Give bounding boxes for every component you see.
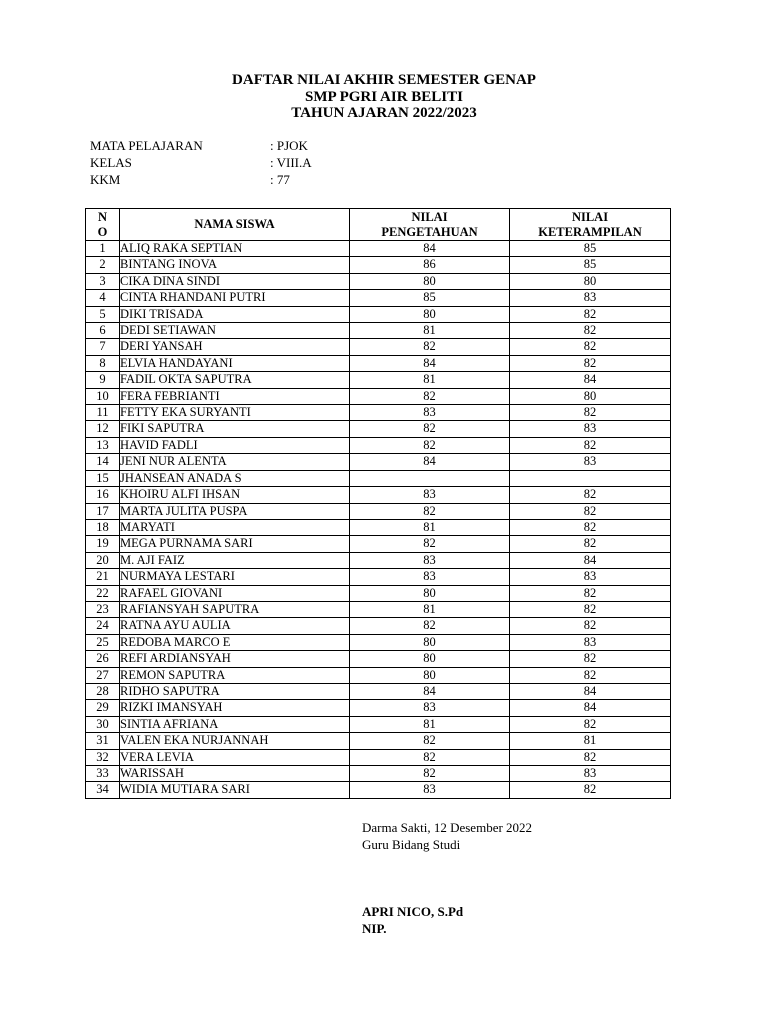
header-no bbox=[86, 209, 120, 241]
cell-name: RIDHO SAPUTRA bbox=[120, 683, 350, 699]
cell-pengetahuan: 80 bbox=[350, 273, 510, 289]
cell-name: M. AJI FAIZ bbox=[120, 552, 350, 568]
cell-name: MARYATI bbox=[120, 519, 350, 535]
cell-name: KHOIRU ALFI IHSAN bbox=[120, 487, 350, 503]
table-row bbox=[86, 716, 671, 732]
cell-name: VERA LEVIA bbox=[120, 749, 350, 765]
cell-pengetahuan: 81 bbox=[350, 601, 510, 617]
table-row bbox=[86, 634, 671, 650]
cell-keterampilan: 82 bbox=[510, 355, 671, 371]
cell-pengetahuan: 83 bbox=[350, 487, 510, 503]
cell-pengetahuan: 86 bbox=[350, 257, 510, 273]
table-row bbox=[86, 372, 671, 388]
cell-pengetahuan: 82 bbox=[350, 503, 510, 519]
table-row bbox=[86, 700, 671, 716]
cell-name: ELVIA HANDAYANI bbox=[120, 355, 350, 371]
table-row bbox=[86, 651, 671, 667]
cell-name: FETTY EKA SURYANTI bbox=[120, 405, 350, 421]
cell-no: 3 bbox=[86, 273, 120, 289]
header-name: NAMA SISWA bbox=[120, 209, 350, 241]
cell-name: VALEN EKA NURJANNAH bbox=[120, 733, 350, 749]
cell-name: REDOBA MARCO E bbox=[120, 634, 350, 650]
cell-keterampilan: 85 bbox=[510, 241, 671, 257]
table-row bbox=[86, 405, 671, 421]
info-row-kkm bbox=[90, 171, 312, 188]
cell-pengetahuan: 83 bbox=[350, 552, 510, 568]
cell-no: 5 bbox=[86, 306, 120, 322]
cell-pengetahuan: 82 bbox=[350, 766, 510, 782]
cell-no: 20 bbox=[86, 552, 120, 568]
cell-name: NURMAYA LESTARI bbox=[120, 569, 350, 585]
cell-keterampilan: 82 bbox=[510, 339, 671, 355]
cell-no: 9 bbox=[86, 372, 120, 388]
cell-name: FADIL OKTA SAPUTRA bbox=[120, 372, 350, 388]
table-row bbox=[86, 454, 671, 470]
cell-pengetahuan: 82 bbox=[350, 437, 510, 453]
cell-name: JHANSEAN ANADA S bbox=[120, 470, 350, 486]
cell-name: REFI ARDIANSYAH bbox=[120, 651, 350, 667]
table-row bbox=[86, 536, 671, 552]
cell-keterampilan: 82 bbox=[510, 503, 671, 519]
table-row bbox=[86, 470, 671, 486]
info-row-class bbox=[90, 154, 312, 171]
info-row-subject bbox=[90, 137, 312, 154]
cell-keterampilan: 84 bbox=[510, 683, 671, 699]
cell-no: 16 bbox=[86, 487, 120, 503]
cell-name: RIZKI IMANSYAH bbox=[120, 700, 350, 716]
cell-keterampilan: 83 bbox=[510, 454, 671, 470]
cell-pengetahuan: 83 bbox=[350, 782, 510, 798]
cell-no: 21 bbox=[86, 569, 120, 585]
header-p-line1: NILAI bbox=[411, 209, 448, 224]
cell-pengetahuan: 82 bbox=[350, 749, 510, 765]
cell-name: SINTIA AFRIANA bbox=[120, 716, 350, 732]
header-pengetahuan bbox=[350, 209, 510, 241]
cell-name: WIDIA MUTIARA SARI bbox=[120, 782, 350, 798]
header-k-line1: NILAI bbox=[571, 209, 609, 224]
info-block bbox=[90, 137, 312, 188]
table-row bbox=[86, 355, 671, 371]
cell-no: 23 bbox=[86, 601, 120, 617]
table-row bbox=[86, 782, 671, 798]
grades-table bbox=[85, 208, 671, 799]
cell-keterampilan: 82 bbox=[510, 585, 671, 601]
cell-keterampilan: 82 bbox=[510, 487, 671, 503]
signature-role: Guru Bidang Studi bbox=[362, 837, 461, 852]
cell-no: 2 bbox=[86, 257, 120, 273]
cell-name: CINTA RHANDANI PUTRI bbox=[120, 290, 350, 306]
table-row bbox=[86, 487, 671, 503]
table-row bbox=[86, 552, 671, 568]
cell-no: 12 bbox=[86, 421, 120, 437]
cell-no: 28 bbox=[86, 683, 120, 699]
cell-pengetahuan: 83 bbox=[350, 700, 510, 716]
header-keterampilan bbox=[510, 209, 671, 241]
table-row bbox=[86, 569, 671, 585]
signature-nip: NIP. bbox=[362, 921, 387, 936]
cell-pengetahuan: 81 bbox=[350, 716, 510, 732]
cell-keterampilan: 82 bbox=[510, 323, 671, 339]
cell-no: 10 bbox=[86, 388, 120, 404]
cell-no: 25 bbox=[86, 634, 120, 650]
info-label: KKM bbox=[90, 172, 121, 187]
cell-no: 27 bbox=[86, 667, 120, 683]
signature-name: APRI NICO, S.Pd bbox=[362, 904, 464, 919]
info-value: : 77 bbox=[270, 172, 290, 187]
cell-keterampilan: 82 bbox=[510, 519, 671, 535]
cell-pengetahuan: 80 bbox=[350, 306, 510, 322]
cell-name: FERA FEBRIANTI bbox=[120, 388, 350, 404]
table-row bbox=[86, 585, 671, 601]
cell-pengetahuan: 82 bbox=[350, 339, 510, 355]
cell-pengetahuan: 85 bbox=[350, 290, 510, 306]
cell-no: 14 bbox=[86, 454, 120, 470]
cell-pengetahuan: 81 bbox=[350, 519, 510, 535]
cell-no: 7 bbox=[86, 339, 120, 355]
cell-pengetahuan: 82 bbox=[350, 536, 510, 552]
cell-name: CIKA DINA SINDI bbox=[120, 273, 350, 289]
cell-no: 31 bbox=[86, 733, 120, 749]
cell-name: DEDI SETIAWAN bbox=[120, 323, 350, 339]
cell-name: RATNA AYU AULIA bbox=[120, 618, 350, 634]
cell-no: 24 bbox=[86, 618, 120, 634]
cell-no: 22 bbox=[86, 585, 120, 601]
cell-keterampilan: 82 bbox=[510, 306, 671, 322]
table-row bbox=[86, 290, 671, 306]
cell-keterampilan: 81 bbox=[510, 733, 671, 749]
table-row bbox=[86, 683, 671, 699]
table-row bbox=[86, 437, 671, 453]
cell-name: DIKI TRISADA bbox=[120, 306, 350, 322]
cell-pengetahuan bbox=[350, 470, 510, 486]
info-value: : VIII.A bbox=[270, 155, 312, 170]
cell-keterampilan: 82 bbox=[510, 601, 671, 617]
cell-pengetahuan: 82 bbox=[350, 388, 510, 404]
cell-no: 6 bbox=[86, 323, 120, 339]
cell-name: RAFAEL GIOVANI bbox=[120, 585, 350, 601]
cell-no: 18 bbox=[86, 519, 120, 535]
cell-keterampilan: 84 bbox=[510, 372, 671, 388]
table-row bbox=[86, 749, 671, 765]
cell-keterampilan: 85 bbox=[510, 257, 671, 273]
cell-pengetahuan: 81 bbox=[350, 323, 510, 339]
cell-pengetahuan: 80 bbox=[350, 667, 510, 683]
cell-keterampilan: 82 bbox=[510, 618, 671, 634]
cell-keterampilan: 82 bbox=[510, 716, 671, 732]
table-row bbox=[86, 766, 671, 782]
cell-no: 33 bbox=[86, 766, 120, 782]
cell-no: 30 bbox=[86, 716, 120, 732]
cell-keterampilan: 83 bbox=[510, 766, 671, 782]
cell-no: 4 bbox=[86, 290, 120, 306]
info-value: : PJOK bbox=[270, 138, 308, 153]
header-k-line2: KETERAMPILAN bbox=[538, 224, 642, 239]
cell-name: REMON SAPUTRA bbox=[120, 667, 350, 683]
info-label: KELAS bbox=[90, 155, 132, 170]
document-title bbox=[0, 72, 768, 122]
cell-pengetahuan: 84 bbox=[350, 683, 510, 699]
cell-pengetahuan: 82 bbox=[350, 733, 510, 749]
title-line-2: SMP PGRI AIR BELITI bbox=[305, 88, 463, 105]
cell-name: RAFIANSYAH SAPUTRA bbox=[120, 601, 350, 617]
cell-pengetahuan: 81 bbox=[350, 372, 510, 388]
header-no-line2: O bbox=[97, 224, 108, 239]
cell-no: 19 bbox=[86, 536, 120, 552]
table-row bbox=[86, 667, 671, 683]
title-line-3: TAHUN AJARAN 2022/2023 bbox=[291, 105, 477, 121]
header-p-line2: PENGETAHUAN bbox=[381, 224, 478, 239]
table-row bbox=[86, 339, 671, 355]
signature-place-date: Darma Sakti, 12 Desember 2022 bbox=[362, 820, 533, 835]
cell-keterampilan: 82 bbox=[510, 437, 671, 453]
cell-no: 17 bbox=[86, 503, 120, 519]
cell-name: MEGA PURNAMA SARI bbox=[120, 536, 350, 552]
table-row bbox=[86, 733, 671, 749]
table-body bbox=[86, 241, 671, 799]
cell-pengetahuan: 80 bbox=[350, 634, 510, 650]
table-row bbox=[86, 257, 671, 273]
table-row bbox=[86, 618, 671, 634]
cell-pengetahuan: 84 bbox=[350, 454, 510, 470]
cell-keterampilan: 82 bbox=[510, 749, 671, 765]
table-row bbox=[86, 421, 671, 437]
cell-keterampilan: 82 bbox=[510, 782, 671, 798]
table-row bbox=[86, 323, 671, 339]
cell-keterampilan: 83 bbox=[510, 634, 671, 650]
cell-no: 26 bbox=[86, 651, 120, 667]
table-row bbox=[86, 503, 671, 519]
cell-keterampilan: 82 bbox=[510, 536, 671, 552]
cell-no: 29 bbox=[86, 700, 120, 716]
cell-keterampilan: 83 bbox=[510, 290, 671, 306]
cell-keterampilan: 82 bbox=[510, 405, 671, 421]
table-row bbox=[86, 273, 671, 289]
cell-keterampilan: 82 bbox=[510, 667, 671, 683]
cell-name: FIKI SAPUTRA bbox=[120, 421, 350, 437]
signature-space bbox=[362, 853, 532, 903]
cell-pengetahuan: 82 bbox=[350, 421, 510, 437]
cell-keterampilan: 80 bbox=[510, 273, 671, 289]
cell-no: 15 bbox=[86, 470, 120, 486]
cell-name: JENI NUR ALENTA bbox=[120, 454, 350, 470]
cell-no: 11 bbox=[86, 405, 120, 421]
cell-no: 1 bbox=[86, 241, 120, 257]
cell-no: 13 bbox=[86, 437, 120, 453]
signature-block bbox=[362, 819, 532, 937]
table-header-row bbox=[86, 209, 671, 241]
cell-no: 32 bbox=[86, 749, 120, 765]
cell-name: WARISSAH bbox=[120, 766, 350, 782]
title-line-1: DAFTAR NILAI AKHIR SEMESTER GENAP bbox=[232, 72, 536, 88]
table-row bbox=[86, 519, 671, 535]
table-row bbox=[86, 601, 671, 617]
table-row bbox=[86, 388, 671, 404]
cell-name: ALIQ RAKA SEPTIAN bbox=[120, 241, 350, 257]
cell-pengetahuan: 84 bbox=[350, 241, 510, 257]
cell-pengetahuan: 80 bbox=[350, 585, 510, 601]
cell-keterampilan: 84 bbox=[510, 552, 671, 568]
cell-keterampilan: 80 bbox=[510, 388, 671, 404]
cell-keterampilan: 82 bbox=[510, 651, 671, 667]
cell-pengetahuan: 83 bbox=[350, 569, 510, 585]
table-row bbox=[86, 241, 671, 257]
cell-keterampilan bbox=[510, 470, 671, 486]
header-no-line1: N bbox=[97, 209, 108, 224]
cell-pengetahuan: 82 bbox=[350, 618, 510, 634]
cell-name: HAVID FADLI bbox=[120, 437, 350, 453]
cell-pengetahuan: 80 bbox=[350, 651, 510, 667]
cell-name: BINTANG INOVA bbox=[120, 257, 350, 273]
cell-no: 8 bbox=[86, 355, 120, 371]
cell-name: MARTA JULITA PUSPA bbox=[120, 503, 350, 519]
cell-name: DERI YANSAH bbox=[120, 339, 350, 355]
cell-no: 34 bbox=[86, 782, 120, 798]
cell-keterampilan: 83 bbox=[510, 569, 671, 585]
cell-keterampilan: 83 bbox=[510, 421, 671, 437]
cell-keterampilan: 84 bbox=[510, 700, 671, 716]
table-row bbox=[86, 306, 671, 322]
cell-pengetahuan: 84 bbox=[350, 355, 510, 371]
info-label: MATA PELAJARAN bbox=[90, 138, 203, 153]
cell-pengetahuan: 83 bbox=[350, 405, 510, 421]
